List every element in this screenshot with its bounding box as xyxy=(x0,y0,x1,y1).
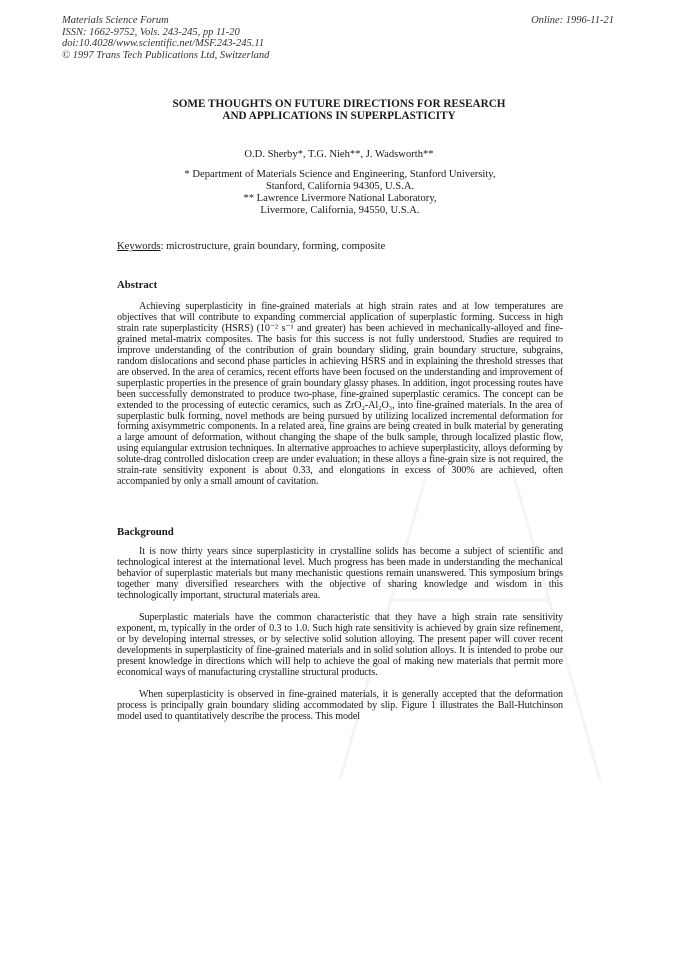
keywords-text: : microstructure, grain boundary, forming, composite xyxy=(160,241,386,252)
issn-line: ISSN: 1662-9752, Vols. 243-245, pp 11-20 xyxy=(62,26,240,38)
background-paragraph-2: Superplastic materials have the common characteristic that they have a high strain rate sensitivity exponent, m, typically in the order of 0.3 to 1.0. Such high rate sensitivity is achieved by grain size refinement, or by developing internal stresses, or by selective solid solution alloying. The present paper will cover recent developments in superplasticity of fine-grained materials and in solid solution alloys. It is intended to probe our present knowledge in directions which will help to achieve the goal of making new materials that permit more economical ways of manufacturing crystalline structural products. xyxy=(117,612,563,678)
paper-title xyxy=(100,98,578,122)
keywords-label: Keywords xyxy=(117,241,161,252)
copyright-line: © 1997 Trans Tech Publications Ltd, Switzerland xyxy=(62,49,270,61)
doi-line[interactable]: doi:10.4028/www.scientific.net/MSF.243-245.11 xyxy=(62,38,265,50)
background-paragraph-1: It is now thirty years since superplasticity in crystalline solids has become a subject of scientific and technological interest at the international level. Much progress has been made in understanding the mechanical behavior of superplastic materials but many mechanistic questions remain unanswered. This symposium brings together many diversified researchers with the objective of sharing knowledge and wisdom in this technologically important, structural materials area. xyxy=(117,546,563,601)
background-heading: Background xyxy=(117,526,174,538)
affiliation-1-address: Stanford, California 94305, U.S.A. xyxy=(265,181,415,193)
background-paragraph-3: When superplasticity is observed in fine-grained materials, it is generally accepted that the deformation process is principally grain boundary sliding accommodated by slip. Figure 1 illustrates the Ball-Hutchinson model used to quantitatively describe the process. This model xyxy=(117,689,563,722)
affiliations xyxy=(120,169,560,217)
abstract-text: Achieving superplasticity in fine-grained materials at high strain rates and at low temperatures are objectives that will contribute to expanding commercial application of superplastic forming. Success in high strain rate superplasticity (HSRS) (10⁻² s⁻¹ and greater) has been achieved in mechanically-alloyed and fine-grained metal-matrix composites. The basis for this success is not fully understood. Studies are required to improve understanding of the contribution of grain boundary sliding, grain boundary structure, subgrains, random dislocations and second phase particles in achieving HSRS and in explaining the threshold stresses that are observed. In the area of ceramics, recent efforts have been focused on the understanding and improvement of superplastic properties in the presence of grain boundary glassy phases. In addition, ingot processing routes have been successfully demonstrated to produce two-phase, fine-grained superplastic ceramics. The concept can be extended to the processing of eutectic ceramics, such as ZrO₂-Al₂O₃, into fine-grained materials. In the area of superplastic bulk forming, novel methods are being pursued by utilizing localized incremental deformation for forming axisymmetric components. In a related area, fine grains are being created in bulk material by generating a large amount of deformation, without changing the shape of the bulk sample, through localized plastic flow, using equiangular extrusion techniques. In alternative approaches to achieve superplasticity, alloys deforming by solute-drag controlled dislocation creep are under evaluation; in these alloys a fine-grain size is not required, the strain-rate sensitivity exponent is about 0.33, and elongations in excess of 300% are achieved, often accompanied by only a small amount of cavitation. xyxy=(117,301,563,488)
abstract-heading: Abstract xyxy=(117,279,158,291)
title-line-2: AND APPLICATIONS IN SUPERPLASTICITY xyxy=(222,110,456,122)
title-line-1: SOME THOUGHTS ON FUTURE DIRECTIONS FOR RESEARCH xyxy=(172,98,506,110)
affiliation-1: * Department of Materials Science and Engineering, Stanford University, xyxy=(184,169,496,180)
journal-header xyxy=(62,15,269,61)
affiliation-2-address: Livermore, California, 94550, U.S.A. xyxy=(260,205,420,217)
online-date: Online: 1996-11-21 xyxy=(531,15,614,26)
journal-name: Materials Science Forum xyxy=(62,15,169,26)
keywords xyxy=(117,241,567,252)
author-list: O.D. Sherby*, T.G. Nieh**, J. Wadsworth** xyxy=(244,149,434,160)
affiliation-2: ** Lawrence Livermore National Laboratory, xyxy=(243,193,437,205)
